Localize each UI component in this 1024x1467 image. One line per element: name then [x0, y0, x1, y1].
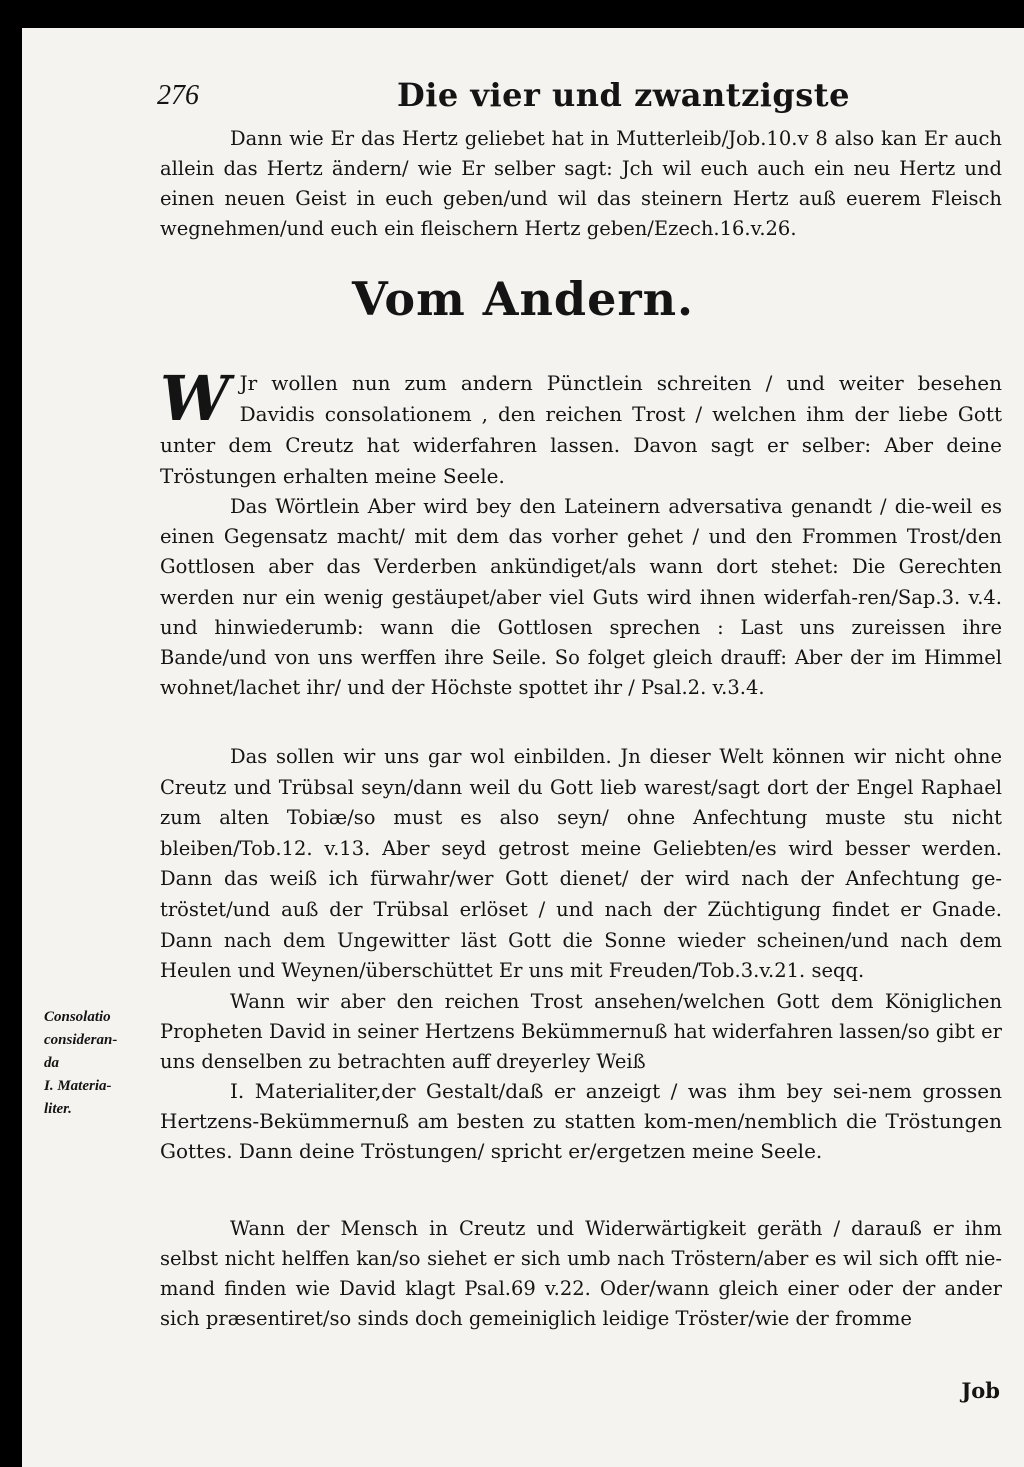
- paragraph-4: Das sollen wir uns gar wol einbilden. Jn dieser Welt können wir nicht ohne Creutz und Trübsal seyn/dann weil du Gott lieb warest/sagt dort der Engel Raphael zum alten Tobiæ/so must es also seyn/ ohne Anfechtung muste stu nicht bleiben/Tob.12. v.13. Aber seyd getrost meine Geliebten/es wird besser werden. Dann das weiß ich fürwahr/wer Gott dienet/ der wird nach der Anfechtung ge-tröstet/und auß der Trübsal erlöset / und nach der Züchtigung findet er Gnade. Dann nach dem Ungewitter läst Gott die Sonne wieder scheinen/und nach dem Heulen und Weynen/überschüttet Er uns mit Freuden/Tob.3.v.21. seqq.: [160, 745, 1002, 983]
- catchword: Job: [961, 1378, 1000, 1403]
- paragraph-2: [160, 362, 1002, 492]
- page-number: 276: [157, 80, 199, 111]
- drop-cap: W: [160, 362, 230, 435]
- section-heading: Vom Andern.: [351, 272, 695, 326]
- book-page: [22, 28, 1024, 1467]
- paragraph-5: Wann wir aber den reichen Trost ansehen/welchen Gott dem Königlichen Propheten David in seiner Hertzens Bekümmernuß hat widerfahren lassen/so gibt er uns denselben zu betrachten auff dreyerley Weiß: [160, 990, 1002, 1073]
- paragraph-1: Dann wie Er das Hertz geliebet hat in Mutterleib/Job.10.v 8 also kan Er auch allein das Hertz ändern/ wie Er selber sagt: Jch wil euch auch ein neu Hertz und einen neuen Geist in euch geben/und wil das steinern Hertz auß euerem Fleisch wegnehmen/und euch ein fleischern Hertz geben/Ezech.16.v.26.: [160, 127, 1002, 240]
- paragraph-7: Wann der Mensch in Creutz und Widerwärtigkeit geräth / darauß er ihm selbst nicht helffen kan/so siehet er sich umb nach Tröstern/aber es wil sich offt nie-mand finden wie David klagt Psal.69 v.22. Oder/wann gleich einer oder der ander sich præsentiret/so sinds doch gemeiniglich leidige Tröster/wie der fromme: [160, 1217, 1002, 1330]
- marginal-note: Consolatio consideran- da I. Materia- liter.: [44, 1009, 118, 1117]
- paragraph-2-text: Jr wollen nun zum andern Pünctlein schreiten / und weiter besehen Davidis consolationem , den reichen Trost / welchen ihm der liebe Gott unter dem Creutz hat widerfahren lassen. Davon sagt er selber: Aber deine Tröstungen erhalten meine Seele.: [160, 371, 1002, 488]
- paragraph-3: Das Wörtlein Aber wird bey den Lateinern adversativa genandt / die-weil es einen Gegensatz macht/ mit dem das vorher gehet / und den Frommen Trost/den Gottlosen aber das Verderben ankündiget/als wann dort stehet: Die Gerechten werden nur ein wenig gestäupet/aber viel Guts wird ihnen widerfah-ren/Sap.3. v.4. und hinwiederumb: wann die Gottlosen sprechen : Last uns zureissen ihre Bande/und von uns werffen ihre Seile. So folget gleich drauff: Aber der im Himmel wohnet/lachet ihr/ und der Höchste spottet ihr / Psal.2. v.3.4.: [160, 495, 1002, 700]
- running-head: [157, 76, 997, 122]
- paragraph-6: I. Materialiter,der Gestalt/daß er anzeigt / was ihm bey sei-nem grossen Hertzens-Bekümmernuß am besten zu statten kom-men/nemblich die Tröstungen Gottes. Dann deine Tröstungen/ spricht er/ergetzen meine Seele.: [160, 1079, 1002, 1163]
- running-title: Die vier und zwantzigste: [397, 76, 850, 114]
